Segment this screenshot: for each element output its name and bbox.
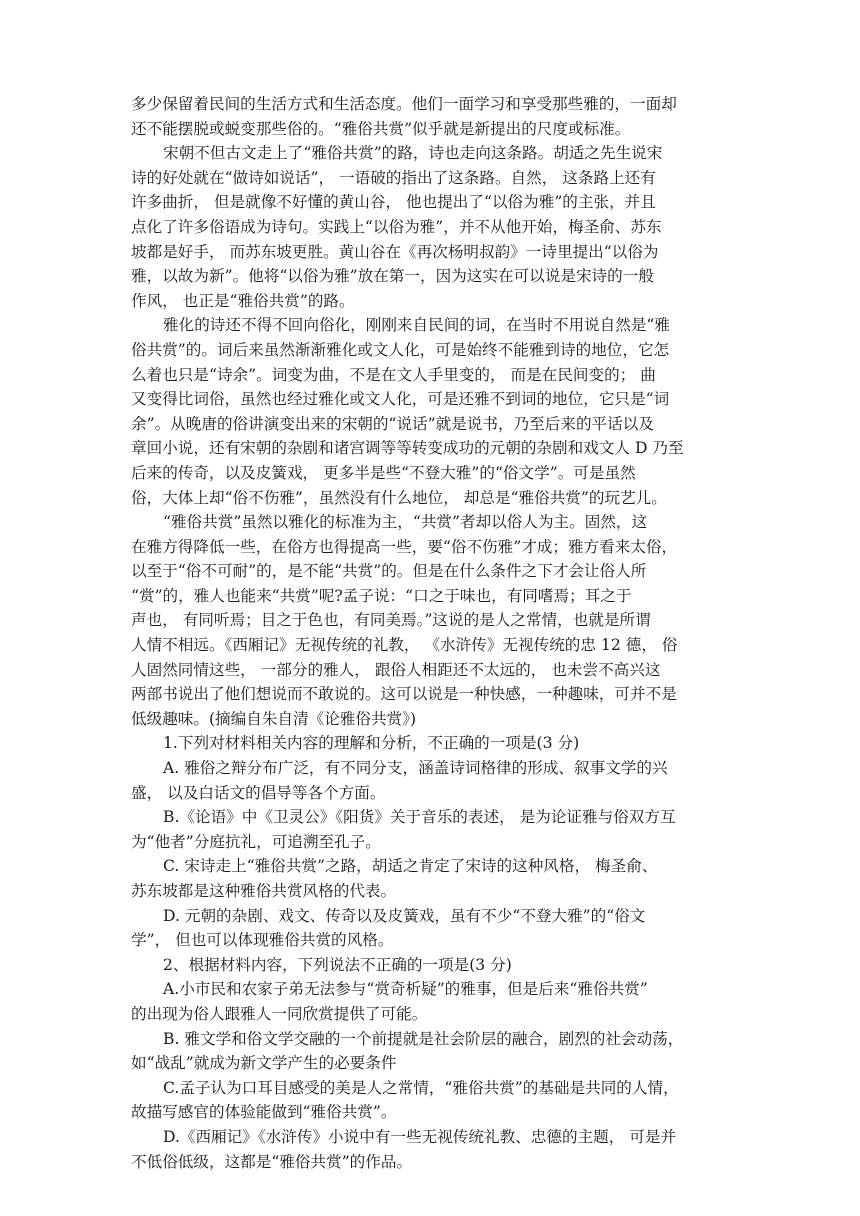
text-line: 的出现为俗人跟雅人一同欣赏提供了可能。 bbox=[131, 1004, 428, 1023]
text-line: C. 宋诗走上“雅俗共赏”之路，胡适之肯定了宋诗的这种风格， 梅圣俞、 bbox=[163, 857, 658, 876]
text-line: 以至于“俗不可耐”的，是不能“共赏”的。但是在什么条件之下才会让俗人所 bbox=[131, 562, 647, 581]
text-line: 点化了许多俗语成为诗句。实践上“以俗为雅”，并不从他开始，梅圣俞、苏东 bbox=[131, 217, 662, 236]
text-line: 不低俗低级，这都是“雅俗共赏”的作品。 bbox=[131, 1152, 413, 1171]
text-line: 人固然同情这些， 一部分的雅人， 跟俗人相距还不太远的， 也未尝不高兴这 bbox=[131, 660, 661, 679]
text-line: A.小市民和农家子弟无法参与“赏奇析疑”的雅事，但是后来“雅俗共赏” bbox=[163, 980, 648, 999]
text-line: 后来的传奇，以及皮簧戏， 更多半是些“不登大雅”的“俗文学”。可是虽然 bbox=[131, 463, 636, 482]
text-line: 作风， 也正是“雅俗共赏”的路。 bbox=[131, 291, 355, 310]
text-line: 余”。从晚唐的俗讲演变出来的宋朝的“说话”就是说书，乃至后来的平话以及 bbox=[131, 414, 654, 433]
text-line: 许多曲折， 但是就像不好懂的黄山谷， 他也提出了“以俗为雅”的主张，并且 bbox=[131, 193, 656, 212]
text-line: 人情不相远。《西厢记》无视传统的礼教， 《水浒传》无视传统的忠 12 德， 俗 bbox=[131, 636, 678, 655]
text-line: 在雅方得降低一些，在俗方也得提高一些，要“俗不伤雅”才成；雅方看来太俗， bbox=[131, 537, 678, 556]
text-line: 声也， 有同听焉；目之于色也，有同美焉。”这说的是人之常情，也就是所谓 bbox=[131, 611, 651, 630]
text-line: 又变得比词俗，虽然也经过雅化或文人化，可是还雅不到词的地位，它只是“词 bbox=[131, 390, 670, 409]
text-line: 1.下列对材料相关内容的理解和分析，不正确的一项是(3 分) bbox=[163, 734, 580, 753]
text-line: 宋朝不但古文走上了“雅俗共赏”的路，诗也走向这条路。胡适之先生说宋 bbox=[163, 144, 663, 163]
text-line: 学”， 但也可以体现雅俗共赏的风格。 bbox=[131, 931, 394, 950]
text-line: B. 雅文学和俗文学交融的一个前提就是社会阶层的融合，剧烈的社会动荡， bbox=[163, 1029, 684, 1048]
text-line: 俗，大体上却“俗不伤雅”，虽然没有什么地位， 却总是“雅俗共赏”的玩艺儿。 bbox=[131, 488, 667, 507]
text-line: “雅俗共赏”虽然以雅化的标准为主，“共赏”者却以俗人为主。固然，这 bbox=[163, 513, 648, 532]
text-line: D.《西厢记》《水浒传》小说中有一些无视传统礼教、忠德的主题， 可是并 bbox=[163, 1127, 677, 1146]
text-line: 雅，以故为新”。他将“以俗为雅”放在第一，因为这实在可以说是宋诗的一般 bbox=[131, 267, 654, 286]
text-line: 么着也只是“诗余”。词变为曲，不是在文人手里变的， 而是在民间变的； 曲 bbox=[131, 365, 656, 384]
text-line: 低级趣味。(摘编自朱自清《论雅俗共赏》) bbox=[131, 709, 417, 728]
document-body bbox=[131, 92, 741, 1174]
text-line: 苏东坡都是这种雅俗共赏风格的代表。 bbox=[131, 882, 397, 900]
text-line: 为“他者”分庭抗礼，可追溯至孔子。 bbox=[131, 832, 381, 851]
document-page bbox=[131, 92, 741, 1174]
text-line: B.《论语》中《卫灵公》《阳货》关于音乐的表述， 是为论证雅与俗双方互 bbox=[163, 808, 676, 827]
text-line: 故描写感官的体验能做到“雅俗共赏”。 bbox=[131, 1103, 397, 1122]
text-line: 章回小说，还有宋朝的杂剧和诸宫调等等转变成功的元朝的杂剧和戏文人 D 乃至 bbox=[131, 439, 684, 458]
text-line: 盛， 以及白话文的倡导等各个方面。 bbox=[131, 783, 386, 802]
text-line: A. 雅俗之辩分布广泛，有不同分支，涵盖诗词格律的形成、叙事文学的兴 bbox=[163, 759, 668, 778]
text-line: 多少保留着民间的生活方式和生活态度。他们一面学习和享受那些雅的，一面却 bbox=[131, 95, 677, 113]
text-line: 两部书说出了他们想说而不敢说的。这可以说是一种快感，一种趣味，可并不是 bbox=[131, 685, 677, 704]
text-line: 如“战乱”就成为新文学产生的必要条件 bbox=[131, 1054, 397, 1073]
text-line: 坡都是好手， 而苏东坡更胜。黄山谷在《再次杨明叔韵》一诗里提出“以俗为 bbox=[131, 242, 659, 261]
text-line: 诗的好处就在“做诗如说话”， 一语破的指出了这条路。自然， 这条路上还有 bbox=[131, 168, 656, 187]
text-line: 2、根据材料内容，下列说法不正确的一项是(3 分) bbox=[163, 955, 512, 974]
text-line: “赏”的，雅人也能来“共赏”呢?孟子说：“口之于味也，有同嗜焉；耳之于 bbox=[131, 586, 632, 605]
text-line: C.孟子认为口耳目感受的美是人之常情，“雅俗共赏”的基础是共同的人情， bbox=[163, 1078, 679, 1097]
text-line: 俗共赏”的。词后来虽然渐渐雅化或文人化，可是始终不能雅到诗的地位，它怎 bbox=[131, 340, 670, 359]
text-line: D. 元朝的杂剧、戏文、传奇以及皮簧戏，虽有不少“不登大雅”的“俗文 bbox=[163, 906, 646, 925]
text-line: 雅化的诗还不得不回向俗化，刚刚来自民间的词，在当时不用说自然是“雅 bbox=[163, 316, 670, 335]
text-line: 还不能摆脱或蜕变那些俗的。“雅俗共赏”似乎就是新提出的尺度或标准。 bbox=[131, 119, 631, 138]
